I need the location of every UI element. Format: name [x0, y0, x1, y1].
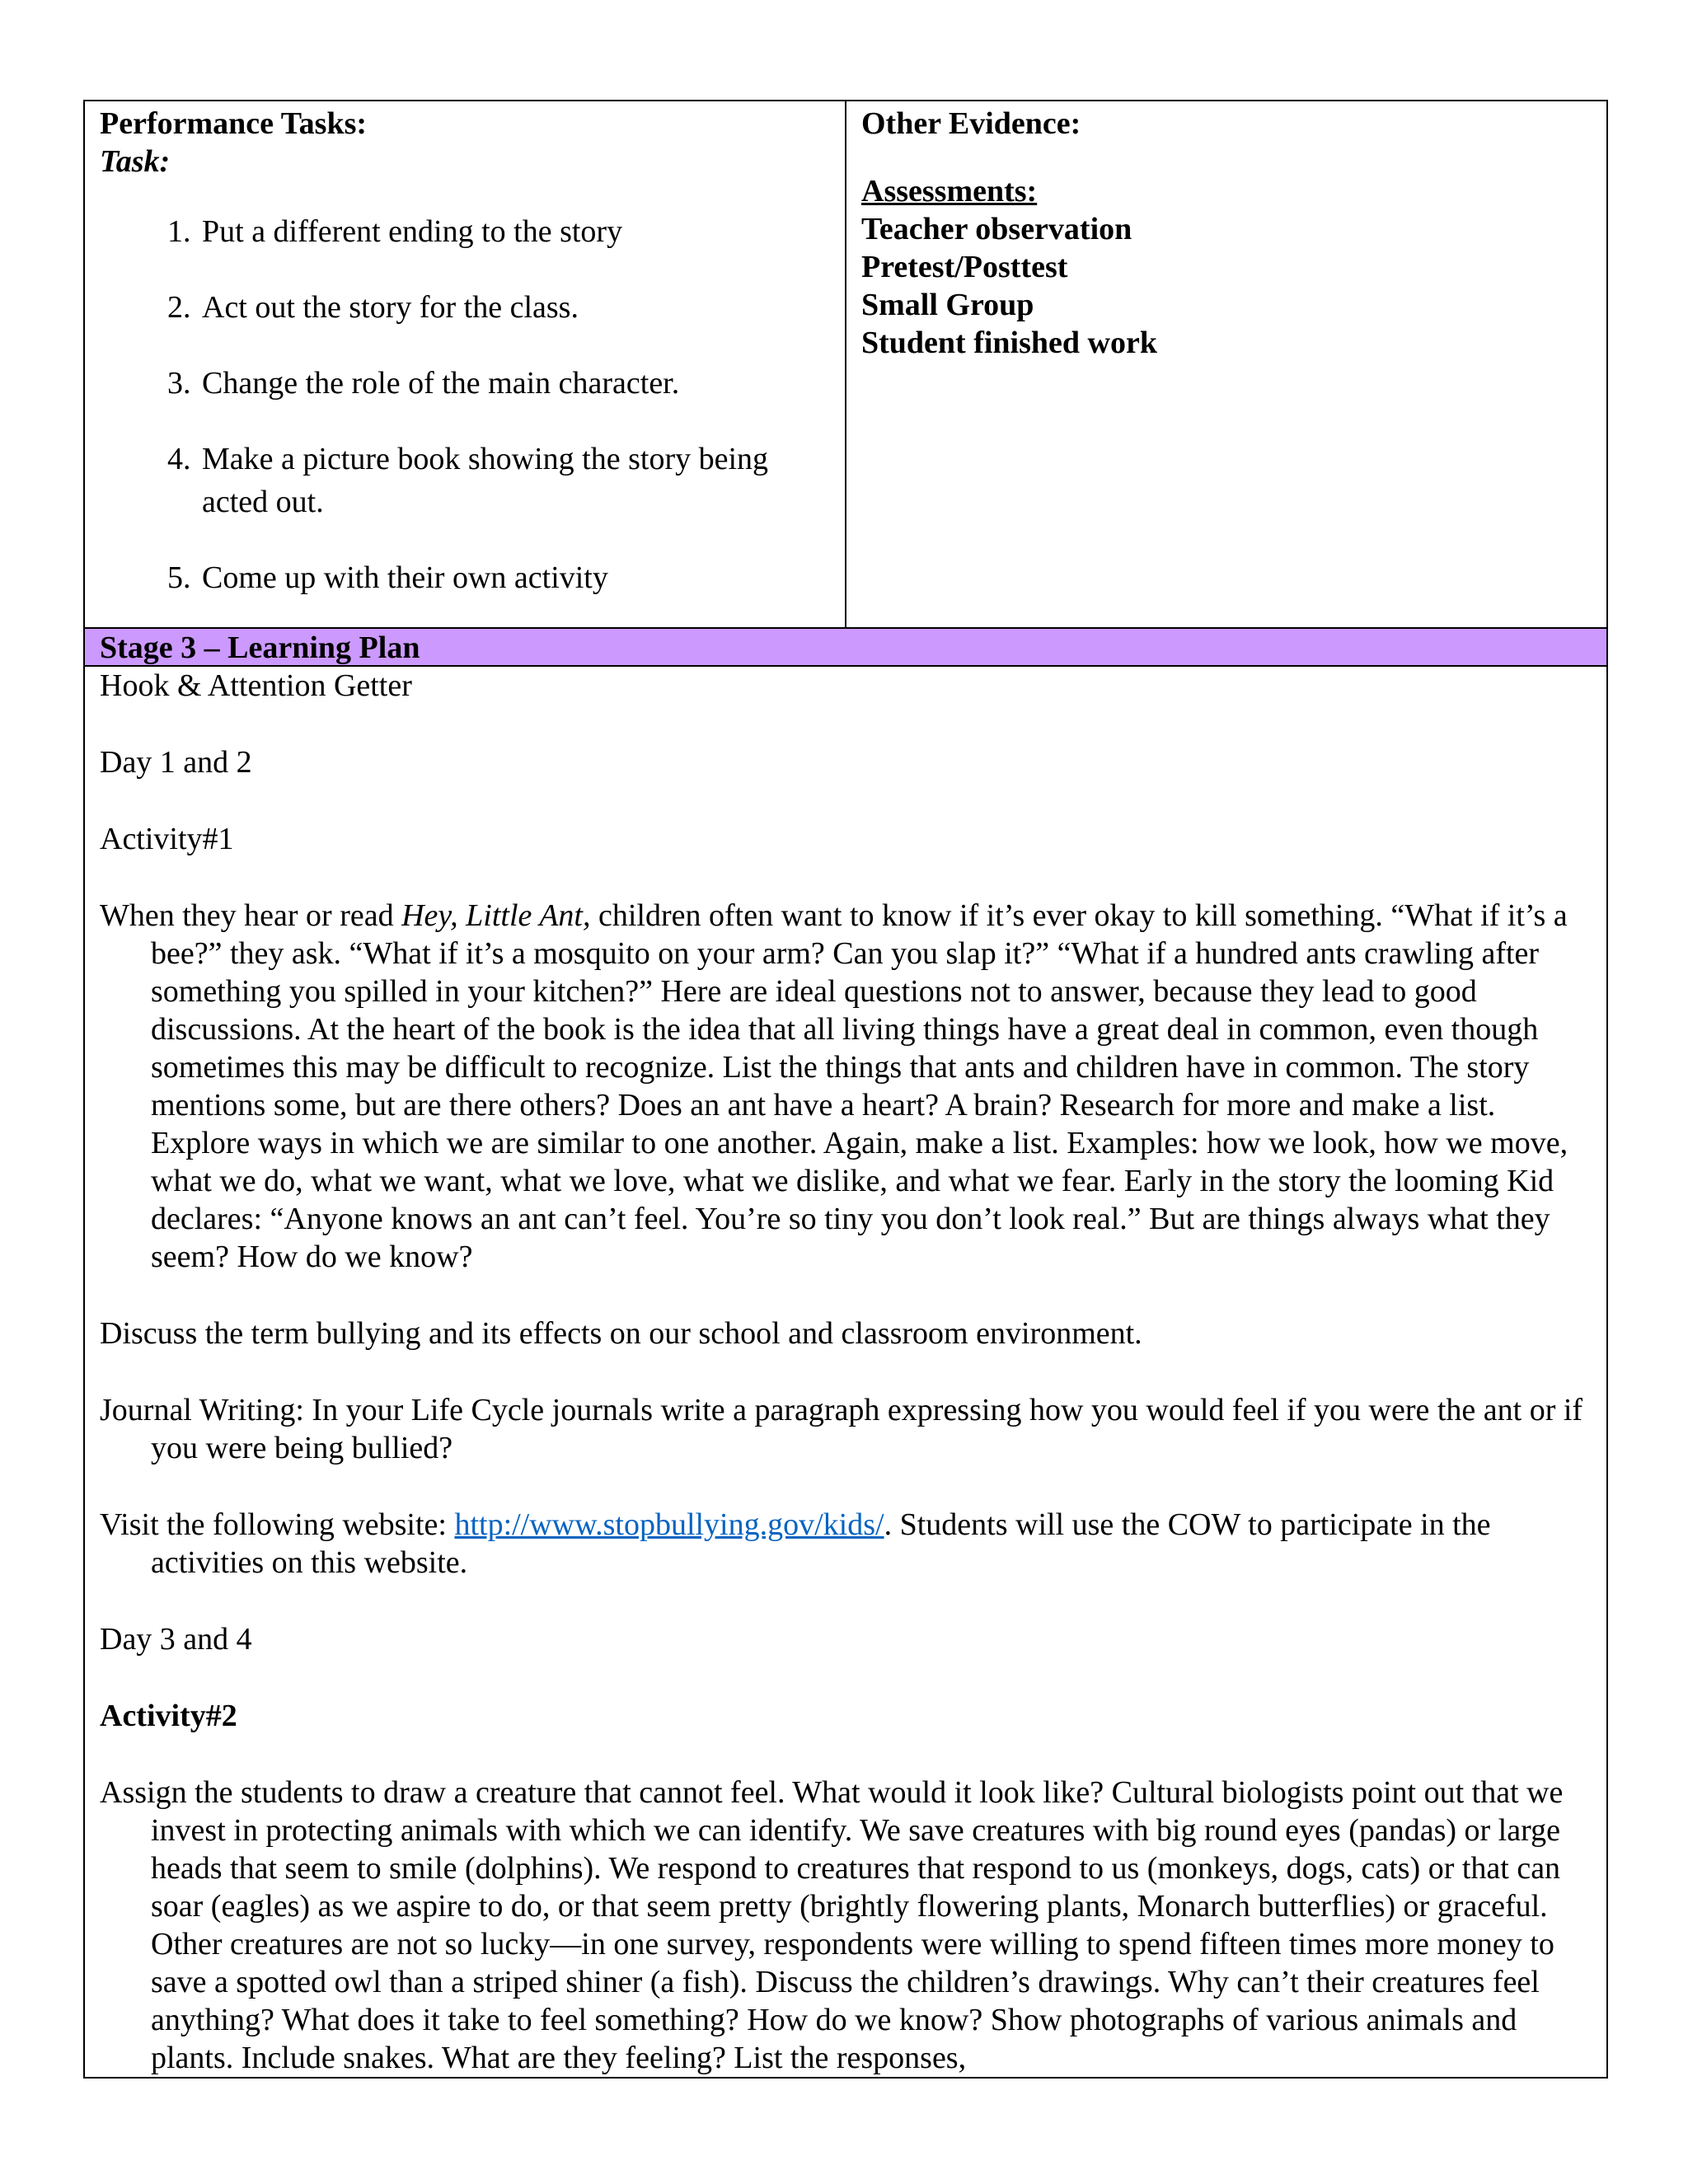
- p1-before: When they hear or read: [100, 898, 402, 933]
- visit-before: Visit the following website:: [100, 1507, 455, 1542]
- book-title: Hey, Little Ant,: [401, 898, 591, 933]
- other-evidence-cell: [846, 101, 1607, 628]
- task-item: 5. Come up with their own activity: [199, 556, 832, 599]
- assessment-item: Teacher observation: [861, 212, 1132, 246]
- task-label: Task:: [100, 144, 171, 179]
- performance-tasks-heading: Performance Tasks:: [100, 106, 368, 141]
- website-paragraph: [100, 1506, 1588, 1582]
- stage3-header-row: [84, 628, 1607, 666]
- p1-after: children often want to know if it’s ever okay to kill something. “What if it’s a bee?” they ask. “What if it’s a mosquito on your arm? Can you slap it?” “What if a hundred ants crawling after something you spilled in your kitchen?” Here are ideal questions not to answer, because they lead to good discussions. At the heart of the book is the idea that all living things have a great deal in common, even though sometimes this may be difficult to recognize. List the things that ants and children have in common. The story mentions some, but are there others? Does an ant have a heart? A brain? Research for more and make a list. Explore ways in which we are similar to one another. Again, make a list. Examples: how we look, how we move, what we do, what we want, what we love, what we dislike, and what we fear. Early in the story the looming Kid declares: “Anyone knows an ant can’t feel. You’re so tiny you don’t look real.” But are things always what they seem? How do we know?: [151, 898, 1568, 1274]
- stage3-header-cell: [84, 628, 1607, 666]
- task-item: 2. Act out the story for the class.: [199, 286, 832, 329]
- activity-2-paragraph: Assign the students to draw a creature that cannot feel. What would it look like? Cultural biologists point out that we invest in protecting animals with which we can identify. We save creatures with big round eyes (pandas) or large heads that seem to smile (dolphins). We respond to creatures that respond to us (monkeys, dogs, cats) or that can soar (eagles) as we aspire to do, or that seem pretty (brightly flowering plants, Monarch butterflies) or graceful. Other creatures are not so lucky—in one survey, respondents were willing to spend fifteen times more money to save a spotted owl than a striped shiner (a fish). Discuss the children’s drawings. Why can’t their creatures feel anything? What does it take to feel something? How do we know? Show photographs of various animals and plants. Include snakes. What are they feeling? List the responses,: [100, 1775, 1564, 2075]
- task-list: [100, 210, 832, 599]
- task-item: 1. Put a different ending to the story: [199, 210, 832, 253]
- bullying-paragraph: Discuss the term bullying and its effects on our school and classroom environment.: [100, 1316, 1142, 1351]
- performance-tasks-cell: [84, 101, 846, 628]
- learning-plan-row: [84, 666, 1607, 2078]
- task-item: 3. Change the role of the main character.: [199, 362, 832, 405]
- stage2-row: [84, 101, 1607, 628]
- assessments-title: Assessments:: [861, 174, 1038, 209]
- learning-plan-cell: [84, 666, 1607, 2078]
- assessment-item: Small Group: [861, 288, 1034, 322]
- lesson-plan-table: [83, 100, 1608, 2079]
- other-evidence-heading: Other Evidence:: [861, 106, 1081, 141]
- day-3-4-heading: Day 3 and 4: [100, 1622, 252, 1657]
- visit-after: . Students will use the COW to participate in the activities on this website.: [151, 1507, 1491, 1580]
- task-item: 4. Make a picture book showing the story being acted out.: [199, 438, 832, 523]
- stopbullying-link[interactable]: http://www.stopbullying.gov/kids/: [454, 1507, 884, 1542]
- activity-1-heading: Activity#1: [100, 822, 234, 856]
- assessment-item: Pretest/Posttest: [861, 250, 1068, 284]
- hook-heading: Hook & Attention Getter: [100, 668, 412, 703]
- day-1-2-heading: Day 1 and 2: [100, 745, 252, 780]
- assessment-item: Student finished work: [861, 326, 1157, 360]
- lesson-plan-page: [83, 100, 1608, 2079]
- stage3-title: Stage 3 – Learning Plan: [100, 630, 420, 665]
- activity-1-paragraph: [100, 897, 1588, 1276]
- journal-paragraph: Journal Writing: In your Life Cycle journals write a paragraph expressing how you would feel if you were the ant or if you were being bullied?: [100, 1393, 1583, 1465]
- activity-2-heading: Activity#2: [100, 1699, 237, 1733]
